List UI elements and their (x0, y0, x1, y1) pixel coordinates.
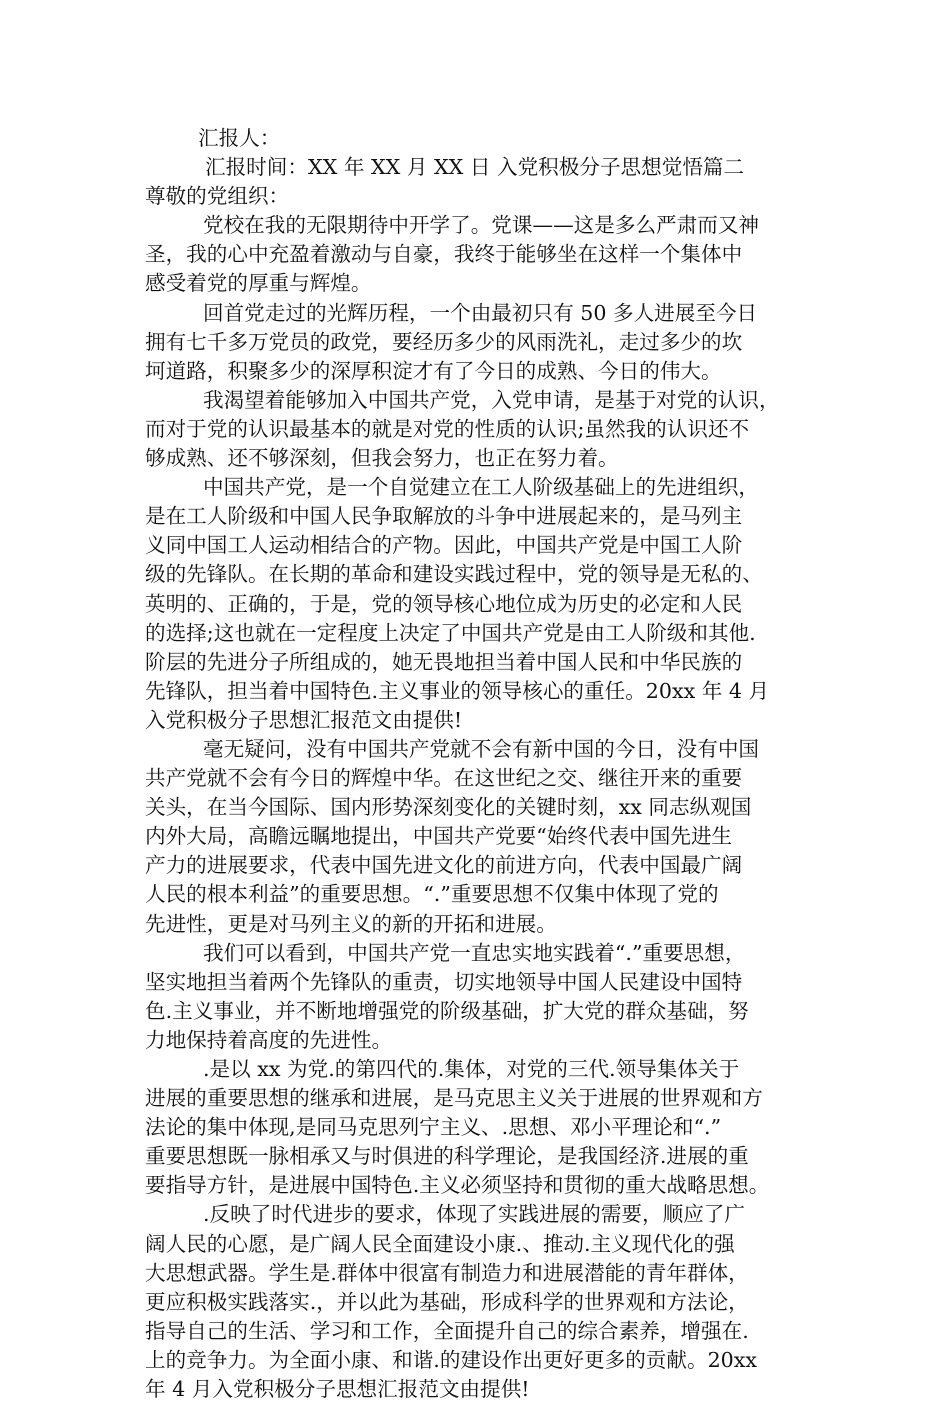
paragraph-line: 关头，在当今国际、国内形势深刻变化的关键时刻，xx 同志纵观国 (145, 795, 752, 820)
paragraph-line: .是以 xx 为党.的第四代的.集体，对党的三代.领导集体关于 (203, 1057, 740, 1081)
paragraph-line: 入党积极分子思想汇报范文由提供! (145, 707, 463, 732)
paragraph-line: 更应积极实践落实.，并以此为基础，形成科学的世界观和方法论， (145, 1289, 749, 1314)
paragraph-1 (145, 211, 813, 298)
paragraph-line: 力地保持着高度的先进性。 (145, 1027, 393, 1052)
paragraph-line: 我们可以看到，中国共产党一直忠实地实践着“.”重要思想， (203, 940, 746, 965)
paragraph-line: 而对于党的认识最基本的就是对党的性质的认识;虽然我的认识还不 (145, 416, 750, 441)
paragraph-line: 先锋队，担当着中国特色.主义事业的领导核心的重任。20xx 年 4 月 (145, 678, 770, 703)
paragraph-line: 色.主义事业，并不断地增强党的阶级基础，扩大党的群众基础，努 (145, 998, 749, 1023)
paragraph-line: 感受着党的厚重与辉煌。 (145, 271, 372, 296)
paragraph-line: 进展的重要思想的继承和进展，是马克思主义关于进展的世界观和方 (145, 1086, 763, 1111)
document-body (145, 124, 813, 1404)
paragraph-line: 的选择;这也就在一定程度上决定了中国共产党是由工人阶级和其他. (145, 620, 756, 645)
paragraph-3 (145, 386, 813, 473)
paragraph-5 (145, 735, 813, 939)
paragraph-line: 年 4 月入党积极分子思想汇报范文由提供! (145, 1377, 530, 1402)
paragraph-line: 指导自己的生活、学习和工作，全面提升自己的综合素养，增强在. (145, 1318, 749, 1343)
paragraph-line: 够成熟、还不够深刻，但我会努力，也正在努力着。 (145, 446, 619, 471)
paragraph-line: 我渴望着能够加入中国共产党，入党申请，是基于对党的认识， (203, 387, 780, 412)
paragraph-line: 是在工人阶级和中国人民争取解放的斗争中进展起来的，是马列主 (145, 504, 743, 529)
paragraph-line: 拥有七千多万党员的政党，要经历多少的风雨洗礼，走过多少的坎 (145, 329, 743, 354)
paragraph-line: 坷道路，积聚多少的深厚积淀才有了今日的成熟、今日的伟大。 (145, 358, 722, 383)
paragraph-line: 要指导方针，是进展中国特色.主义必须坚持和贯彻的重大战略思想。 (145, 1173, 770, 1198)
report-time-line: 汇报时间：XX 年 XX 月 XX 日 入党积极分子思想觉悟篇二 (205, 155, 745, 180)
paragraph-line: 产力的进展要求，代表中国先进文化的前进方向，代表中国最广阔 (145, 853, 743, 878)
paragraph-line: 内外大局，高瞻远瞩地提出，中国共产党要“始终代表中国先进生 (145, 824, 733, 849)
paragraph-line: 重要思想既一脉相承又与时俱进的科学理论，是我国经济.进展的重 (145, 1144, 749, 1169)
paragraph-line: 先进性，更是对马列主义的新的开拓和进展。 (145, 911, 557, 936)
paragraph-line: 大思想武器。学生是.群体中很富有制造力和进展潜能的青年群体， (145, 1260, 749, 1285)
paragraph-line: .反映了时代进步的要求，体现了实践进展的需要，顺应了广 (203, 1202, 745, 1227)
paragraph-8 (145, 1200, 813, 1404)
paragraph-line: 法论的集中体现,是同马克思列宁主义、.思想、邓小平理论和“.” (145, 1115, 722, 1140)
paragraph-6 (145, 939, 813, 1055)
paragraph-line: 英明的、正确的，于是，党的领导核心地位成为历史的必定和人民 (145, 591, 743, 616)
paragraph-line: 中国共产党，是一个自觉建立在工人阶级基础上的先进组织， (203, 475, 760, 500)
paragraph-line: 阔人民的心愿，是广阔人民全面建设小康.、推动.主义现代化的强 (145, 1231, 735, 1256)
paragraph-line: 级的先锋队。在长期的革命和建设实践过程中，党的领导是无私的、 (145, 562, 763, 587)
salutation: 尊敬的党组织： (145, 184, 290, 209)
reporter-line: 汇报人： (198, 126, 281, 150)
paragraph-line: 毫无疑问，没有中国共产党就不会有新中国的今日，没有中国 (203, 736, 760, 761)
paragraph-line: 圣，我的心中充盈着激动与自豪，我终于能够坐在这样一个集体中 (145, 242, 743, 267)
paragraph-line: 坚实地担当着两个先锋队的重责，切实地领导中国人民建设中国特 (145, 969, 743, 994)
paragraph-7 (145, 1055, 813, 1200)
paragraph-2 (145, 299, 813, 386)
paragraph-line: 义同中国工人运动相结合的产物。因此，中国共产党是中国工人阶 (145, 533, 743, 558)
paragraph-line: 回首党走过的光辉历程，一个由最初只有 50 多人进展至今日 (203, 300, 758, 325)
paragraph-line: 阶层的先进分子所组成的，她无畏地担当着中国人民和中华民族的 (145, 649, 743, 674)
paragraph-line: 人民的根本利益”的重要思想。“.”重要思想不仅集中体现了党的 (145, 882, 719, 907)
paragraph-line: 上的竞争力。为全面小康、和谐.的建设作出更好更多的贡献。20xx (145, 1347, 758, 1372)
paragraph-line: 共产党就不会有今日的辉煌中华。在这世纪之交、继往开来的重要 (145, 766, 743, 791)
paragraph-4 (145, 473, 813, 735)
paragraph-line: 党校在我的无限期待中开学了。党课——这是多么严肃而又神 (203, 213, 760, 238)
